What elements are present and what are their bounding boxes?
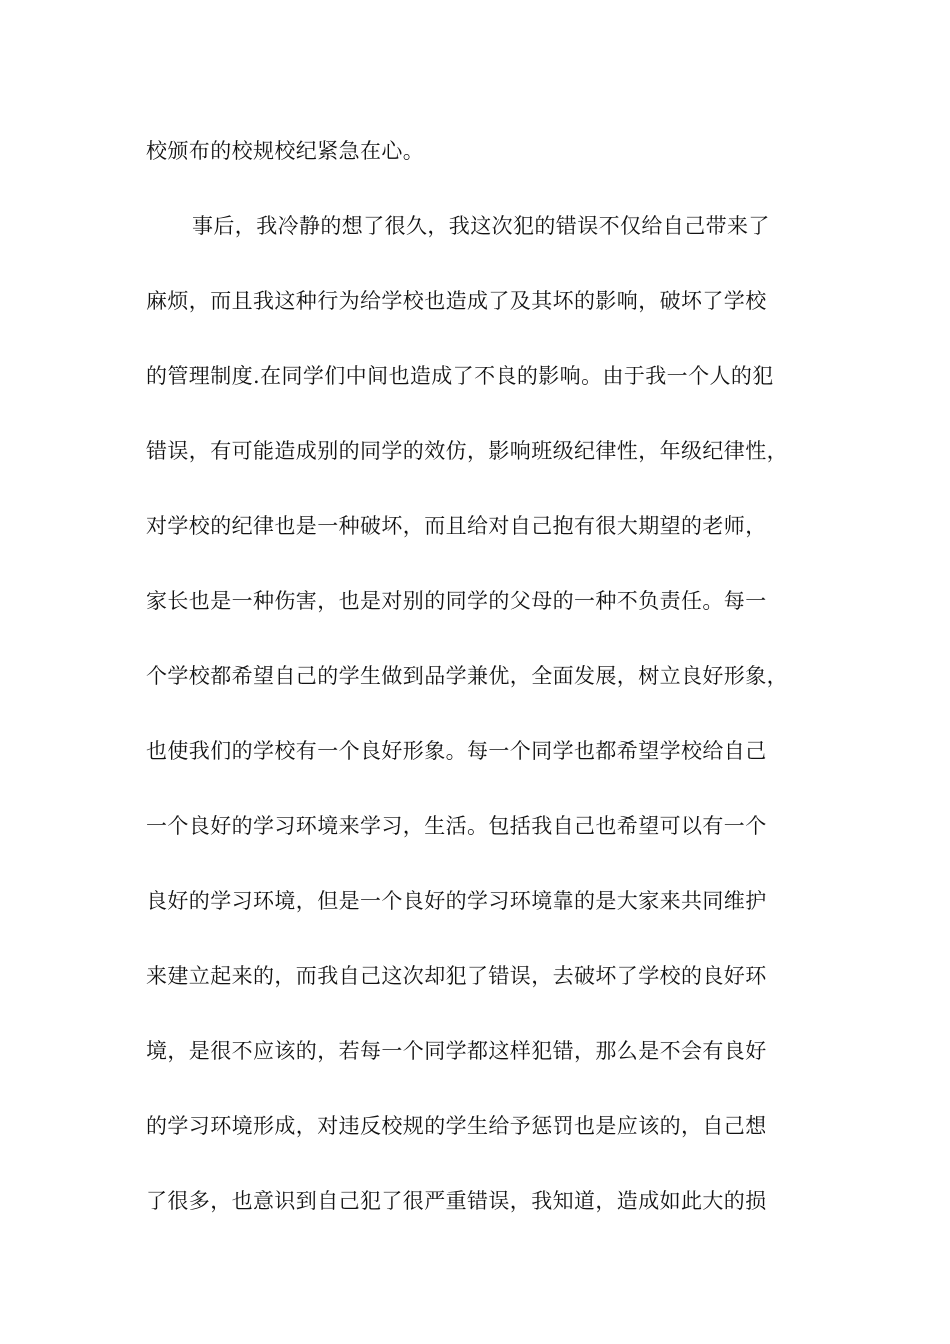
text-line: 麻烦，而且我这种行为给学校也造成了及其坏的影响，破坏了学校 (146, 289, 767, 313)
text-line: 来建立起来的，而我自己这次却犯了错误，去破坏了学校的良好环 (146, 964, 767, 988)
text-line: 也使我们的学校有一个良好形象。每一个同学也都希望学校给自己 (146, 739, 767, 763)
text-line: 的学习环境形成，对违反校规的学生给予惩罚也是应该的，自己想 (146, 1114, 767, 1138)
text-line: 对学校的纪律也是一种破坏，而且给对自己抱有很大期望的老师， (146, 514, 767, 538)
text-line: 个学校都希望自己的学生做到品学兼优，全面发展，树立良好形象， (146, 664, 788, 688)
text-line: 境，是很不应该的，若每一个同学都这样犯错，那么是不会有良好 (146, 1039, 767, 1063)
paragraph-start-line: 事后，我冷静的想了很久，我这次犯的错误不仅给自己带来了 (192, 214, 770, 238)
text-line: 错误，有可能造成别的同学的效仿，影响班级纪律性，年级纪律性， (146, 439, 788, 463)
text-line: 了很多，也意识到自己犯了很严重错误，我知道，造成如此大的损 (146, 1189, 767, 1213)
text-line: 的管理制度.在同学们中间也造成了不良的影响。由于我一个人的犯 (146, 364, 774, 388)
text-line: 一个良好的学习环境来学习，生活。包括我自己也希望可以有一个 (146, 814, 767, 838)
text-line: 良好的学习环境，但是一个良好的学习环境靠的是大家来共同维护 (146, 889, 767, 913)
body-text (146, 131, 818, 1256)
text-line: 校颁布的校规校纪紧急在心。 (146, 139, 425, 163)
text-line: 家长也是一种伤害，也是对别的同学的父母的一种不负责任。每一 (146, 589, 767, 613)
